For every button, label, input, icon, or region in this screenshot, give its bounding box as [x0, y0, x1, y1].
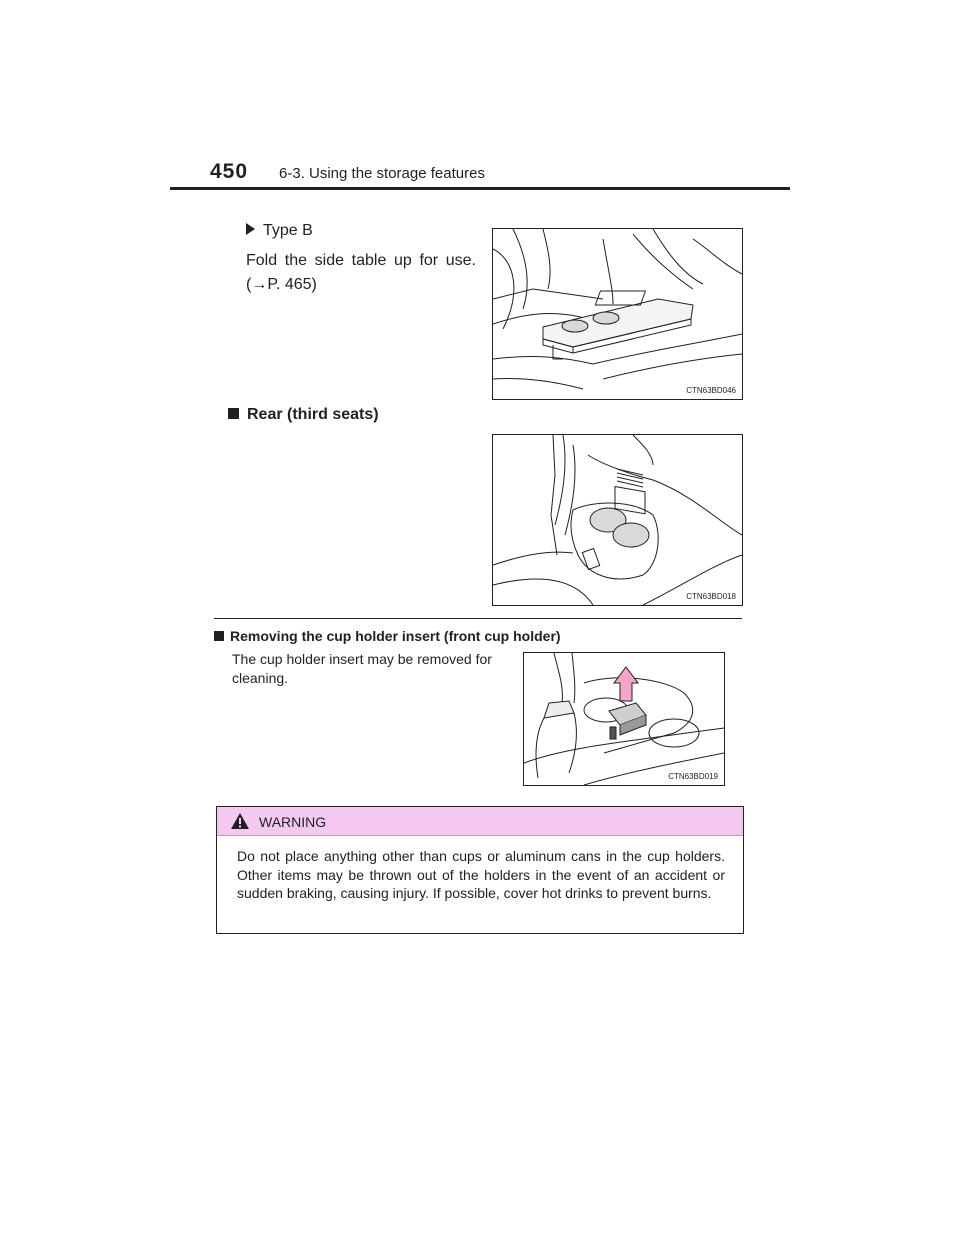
- up-arrow-icon: [614, 667, 638, 701]
- removing-heading-text: Removing the cup holder insert (front cup holder): [230, 628, 561, 644]
- triangle-bullet-icon: [246, 223, 255, 235]
- rear-heading: [228, 406, 379, 424]
- cup-holder-insert-illustration: [523, 652, 725, 786]
- warning-box: [216, 806, 744, 934]
- square-bullet-icon: [228, 408, 239, 419]
- removing-heading: [214, 628, 561, 644]
- section-title: 6-3. Using the storage features: [279, 165, 485, 182]
- warning-header: [217, 807, 743, 836]
- type-b-text: Type B: [263, 222, 313, 239]
- warning-triangle-icon: [231, 813, 249, 829]
- removing-description: The cup holder insert may be removed for cleaning.: [232, 651, 492, 686]
- page-number: 450: [210, 160, 249, 183]
- side-table-illustration: [492, 228, 743, 400]
- figure-code: CTN63BD018: [686, 592, 736, 601]
- figure-code: CTN63BD046: [686, 386, 736, 395]
- type-b-description: Fold the side table up for use. (→P. 465): [246, 252, 476, 293]
- figure-code: CTN63BD019: [668, 772, 718, 781]
- rear-heading-text: Rear (third seats): [247, 406, 379, 423]
- type-b-label: [246, 222, 313, 240]
- square-bullet-icon: [214, 631, 224, 641]
- header-divider: [170, 187, 790, 190]
- warning-title: WARNING: [259, 814, 327, 830]
- rear-cup-holder-illustration: [492, 434, 743, 606]
- section-divider: [214, 618, 742, 619]
- warning-text: Do not place anything other than cups or aluminum cans in the cup holders. Other items may be thrown out of the holders in the event of an accident or sudden braking, causing injury. If possible, cover hot drinks to prevent burns.: [237, 848, 725, 901]
